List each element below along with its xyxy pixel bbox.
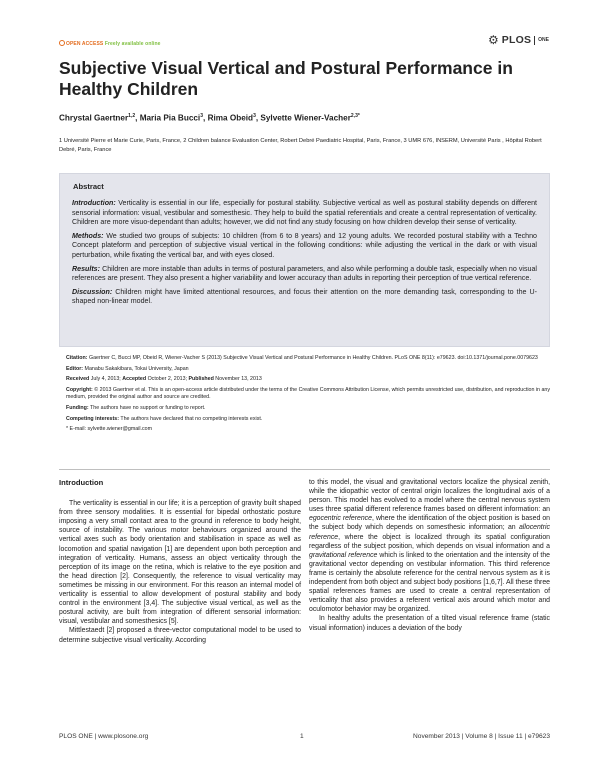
dates [66,376,550,384]
accepted-date: October 2, 2013; [146,376,189,383]
editor-label: Editor: [66,365,84,372]
abstract-methods [72,232,537,261]
italic-term: egocentric reference [309,515,372,523]
body-paragraph: Mittlestaedt [2] proposed a three-vector computational model to be used to determine subjective visual verticality. According [59,627,301,644]
body-text: which is linked to the orientation and the intensity of the gravitational vector depending on vestibular information. This third reference frame is certainly the absolute reference for the central nervous system as it is independent from both object and subject body positions [1,6,7]. All these three spatial references frames are used to create a central representation of verticality that also provides a referent vertical axis around which motor and oculomotor behavior may be organized. [309,551,550,614]
body-text: to this model, the visual and gravitational vectors localize the physical zenith, while the idiopathic vector of central origin localizes the longitudinal axis of a person. This model has evolved to a model where the central nervous system uses three spatial different reference frames based on different information: an [309,479,550,514]
abstract-box [59,173,550,347]
footer-journal: PLOS ONE | www.plosone.org [59,733,149,740]
competing-label: Competing interests: [66,415,119,422]
logo-suffix: ONE [538,37,549,43]
abstract-section-label: Discussion: [72,287,113,296]
abstract-section-text: Children might have limited attentional resources, and focus their attention on the more demanding task, corresponding to the U-shaped non-linear model. [72,287,537,306]
body-paragraph [309,478,550,614]
open-access-icon [59,40,65,46]
plos-gear-icon: ⚙ [488,33,499,47]
author-name: Rima Obeid [207,113,254,123]
open-access-banner [59,40,161,47]
author-affiliation-marker: 3 [200,113,203,119]
italic-term: allocentric reference [309,524,550,541]
introduction-heading: Introduction [59,478,104,487]
body-text: , where the identification of the object position is based on the subject body which depends on somesthesic information; an [309,515,550,532]
citation-text: Gaertner C, Bucci MP, Obeid R, Wiener-Vacher S (2013) Subjective Visual Vertical and Postural Performance in Healthy Children. PLoS ONE 8(11): e79623. doi:10.1371/journal.pone.0079623 [87,355,538,361]
abstract-section-text: We studied two groups of subjects: 10 children (from 6 to 8 years) and 12 young adults. We recorded postural stability with a Techno Concept plateform and perception of subjective visual vertical in the following conditions: while adjusting the vertical in the dark or with visual perturbation, while fixating the vertical bar, and with eyes closed. [72,231,537,259]
copyright-label: Copyright: [66,386,93,393]
abstract-section-label: Results: [72,264,100,273]
open-access-label: OPEN [66,41,81,47]
logo-divider [534,36,535,45]
article-title: Subjective Visual Vertical and Postural Performance in Healthy Children [59,58,513,99]
funding-text: The authors have no support or funding to report. [88,404,206,411]
abstract-heading: Abstract [73,182,104,191]
journal-logo [488,34,549,46]
abstract-section-label: Methods: [72,231,104,240]
freely-available-label: Freely available online [104,41,161,47]
abstract-introduction [72,199,537,228]
author-list: Chrystal Gaertner$^{1,2}$, Maria Pia Bucci$^3$, Rima Obeid$^3$, Sylvette Wiener-Vacher$^{2,3*}$ [59,113,360,123]
received-label: Received [66,376,90,383]
body-text: , where the object is localized through its spatial configuration regardless of the subject position, which depends on visual information and a [309,533,550,550]
abstract-section-text: Verticality is essential in our life, especially for postural stability. Subjective vertical as well as postural stability depends on different sensorial information: visual, vestibular and somesthesic. They help to build the spatial referentials and create a central representation of verticality. Children are more visuo-dependant than adults; however, we did not find any study focusing on how children develop their sense of verticality. [72,199,537,227]
abstract-section-label: Introduction: [72,199,116,207]
left-column [59,478,301,645]
author-affiliation-marker: 3 [253,113,256,119]
published-label: Published [188,376,214,383]
access-label: ACCESS [81,41,104,47]
copyright [66,387,550,402]
footer-issue: November 2013 | Volume 8 | Issue 11 | e79623 [413,733,550,740]
section-divider [59,469,550,470]
copyright-text: © 2013 Gaertner et al. This is an open-access article distributed under the terms of the Creative Commons Attribution License, which permits unrestricted use, distribution, and reproduction in any medium, provided the original author and source are credited. [66,386,550,401]
body-paragraph: In healthy adults the presentation of a tilted visual reference frame (static visual information) induces a deviation of the body [309,615,550,632]
abstract-results [72,265,537,284]
accepted-label: Accepted [122,376,147,383]
page-number: 1 [300,733,304,740]
author-name: Chrystal Gaertner [59,113,129,123]
right-column [309,478,550,633]
editor [66,366,550,374]
affiliations: 1 Université Pierre et Marie Curie, Paris, France, 2 Children balance Evaluation Center, Robert Debré Paediatric Hospital, Paris, France, 3 UMR 676, INSERM, Université Paris , Hôpital Robert Debré, Paris, France [59,138,542,153]
citation [66,355,550,363]
citation-label: Citation: [66,355,88,361]
funding-label: Funding: [66,404,89,411]
logo-text: PLOS [501,34,532,46]
abstract-discussion [72,288,537,307]
author-name: Maria Pia Bucci [139,113,201,123]
author-name: Sylvette Wiener-Vacher [260,113,351,123]
funding [66,405,550,413]
editor-text: Manabu Sakakibara, Tokai University, Japan [83,365,189,372]
article-metadata [66,355,550,437]
author-affiliation-marker: 2,3* [350,113,360,119]
published-date: November 13, 2013 [213,376,262,383]
received-date: July 4, 2013; [89,376,123,383]
italic-term: gravitational reference [309,551,378,559]
author-affiliation-marker: 1,2 [128,113,136,119]
contact-email: * E-mail: sylvette.wiener@gmail.com [66,426,153,433]
abstract-section-text: Children are more instable than adults in terms of postural parameters, and also while performing a double task, especially when no visual references are present. They also present a higher variability and lower accuracy than adults in reporting their perception of true vertical reference. [72,264,537,283]
competing-text: The authors have declared that no competing interests exist. [118,415,263,422]
body-paragraph: The verticality is essential in our life; it is a perception of gravity built shaped from three sensory modalities. It is essential for bipedal orthostatic posture imposing a very small contact area to the ground in reference to body height, source of instability. The various motor behaviours organized around the vertical axes such as body orientation and stabilisation in space as well as locomotion and spatial navigation [1] are dependent upon both perception and integration of verticality. Humans, assess an object verticality through the perception of its image on the retina, which is relative to the eye position and the head direction [2]. Consequently, the reference to visual verticality may sometimes be missing in our environment. For this reason an internal model of verticality is essential to allow development of postural stability and body control in the environment [3,4]. The subjective visual vertical, as well as the postural activity, are built from integration of different sensorial information: visual, vestibular and somesthesics [5]. [59,500,301,626]
competing-interests [66,416,550,424]
